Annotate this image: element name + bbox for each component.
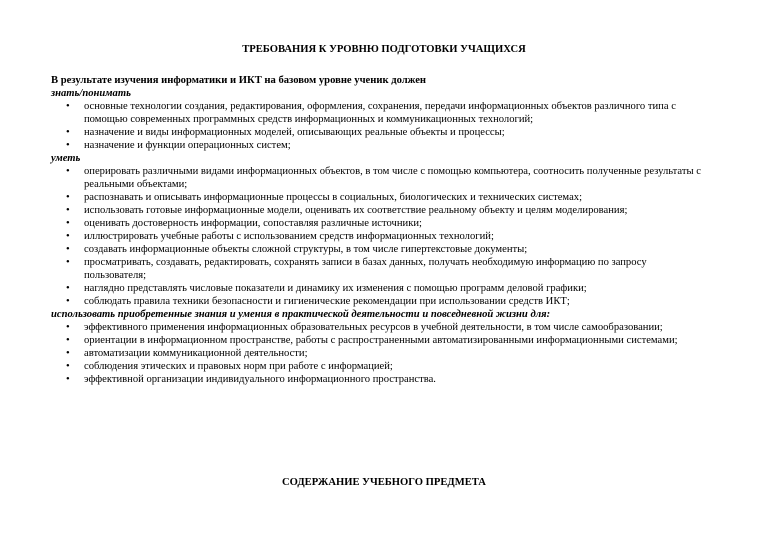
list-item: • наглядно представлять числовые показатели и динамику их изменения с помощью программ деловой графики; [51,282,711,295]
section-use [51,308,711,386]
list-item: • автоматизации коммуникационной деятельности; [51,347,711,360]
bullet-list [51,165,711,308]
list-item: • оперировать различными видами информационных объектов, в том числе с помощью компьютера, соотносить полученные результаты с реальными объектами; [51,165,711,191]
requirements-body [51,74,711,386]
section-heading: знать/понимать [51,88,131,99]
list-item: • просматривать, создавать, редактировать, сохранять записи в базах данных, получать необходимую информацию по запросу пользователя; [51,256,711,282]
bullet-list [51,100,711,152]
list-item: • назначение и функции операционных систем; [51,139,711,152]
section-title: СОДЕРЖАНИЕ УЧЕБНОГО ПРЕДМЕТА [282,477,486,488]
list-item: • использовать готовые информационные модели, оценивать их соответствие реальному объекту и целям моделирования; [51,204,711,217]
list-item: • основные технологии создания, редактирования, оформления, сохранения, передачи информационных объектов различного типа с помощью современных программных средств информационных и коммуникационных технологий; [51,100,711,126]
list-item: • создавать информационные объекты сложной структуры, в том числе гипертекстовые документы; [51,243,711,256]
list-item: • распознавать и описывать информационные процессы в социальных, биологических и технических системах; [51,191,711,204]
list-item: • ориентации в информационном пространстве, работы с распространенными автоматизированными информационными системами; [51,334,711,347]
page-title: ТРЕБОВАНИЯ К УРОВНЮ ПОДГОТОВКИ УЧАЩИХСЯ [242,44,526,55]
list-item: • иллюстрировать учебные работы с использованием средств информационных технологий; [51,230,711,243]
list-item: • соблюдения этических и правовых норм при работе с информацией; [51,360,711,373]
section-know [51,87,711,152]
list-item: • оценивать достоверность информации, сопоставляя различные источники; [51,217,711,230]
list-item: • эффективного применения информационных образовательных ресурсов в учебной деятельности, в том числе самообразовании; [51,321,711,334]
section-heading: использовать приобретенные знания и умения в практической деятельности и повседневной жизни для: [51,309,551,320]
section-able [51,152,711,308]
list-item: • соблюдать правила техники безопасности и гигиенические рекомендации при использовании средств ИКТ; [51,295,711,308]
bullet-list [51,321,711,386]
list-item: • эффективной организации индивидуального информационного пространства. [51,373,711,386]
intro-text: В результате изучения информатики и ИКТ на базовом уровне ученик должен [51,75,427,86]
section-heading: уметь [51,153,81,164]
list-item: • назначение и виды информационных моделей, описывающих реальные объекты и процессы; [51,126,711,139]
